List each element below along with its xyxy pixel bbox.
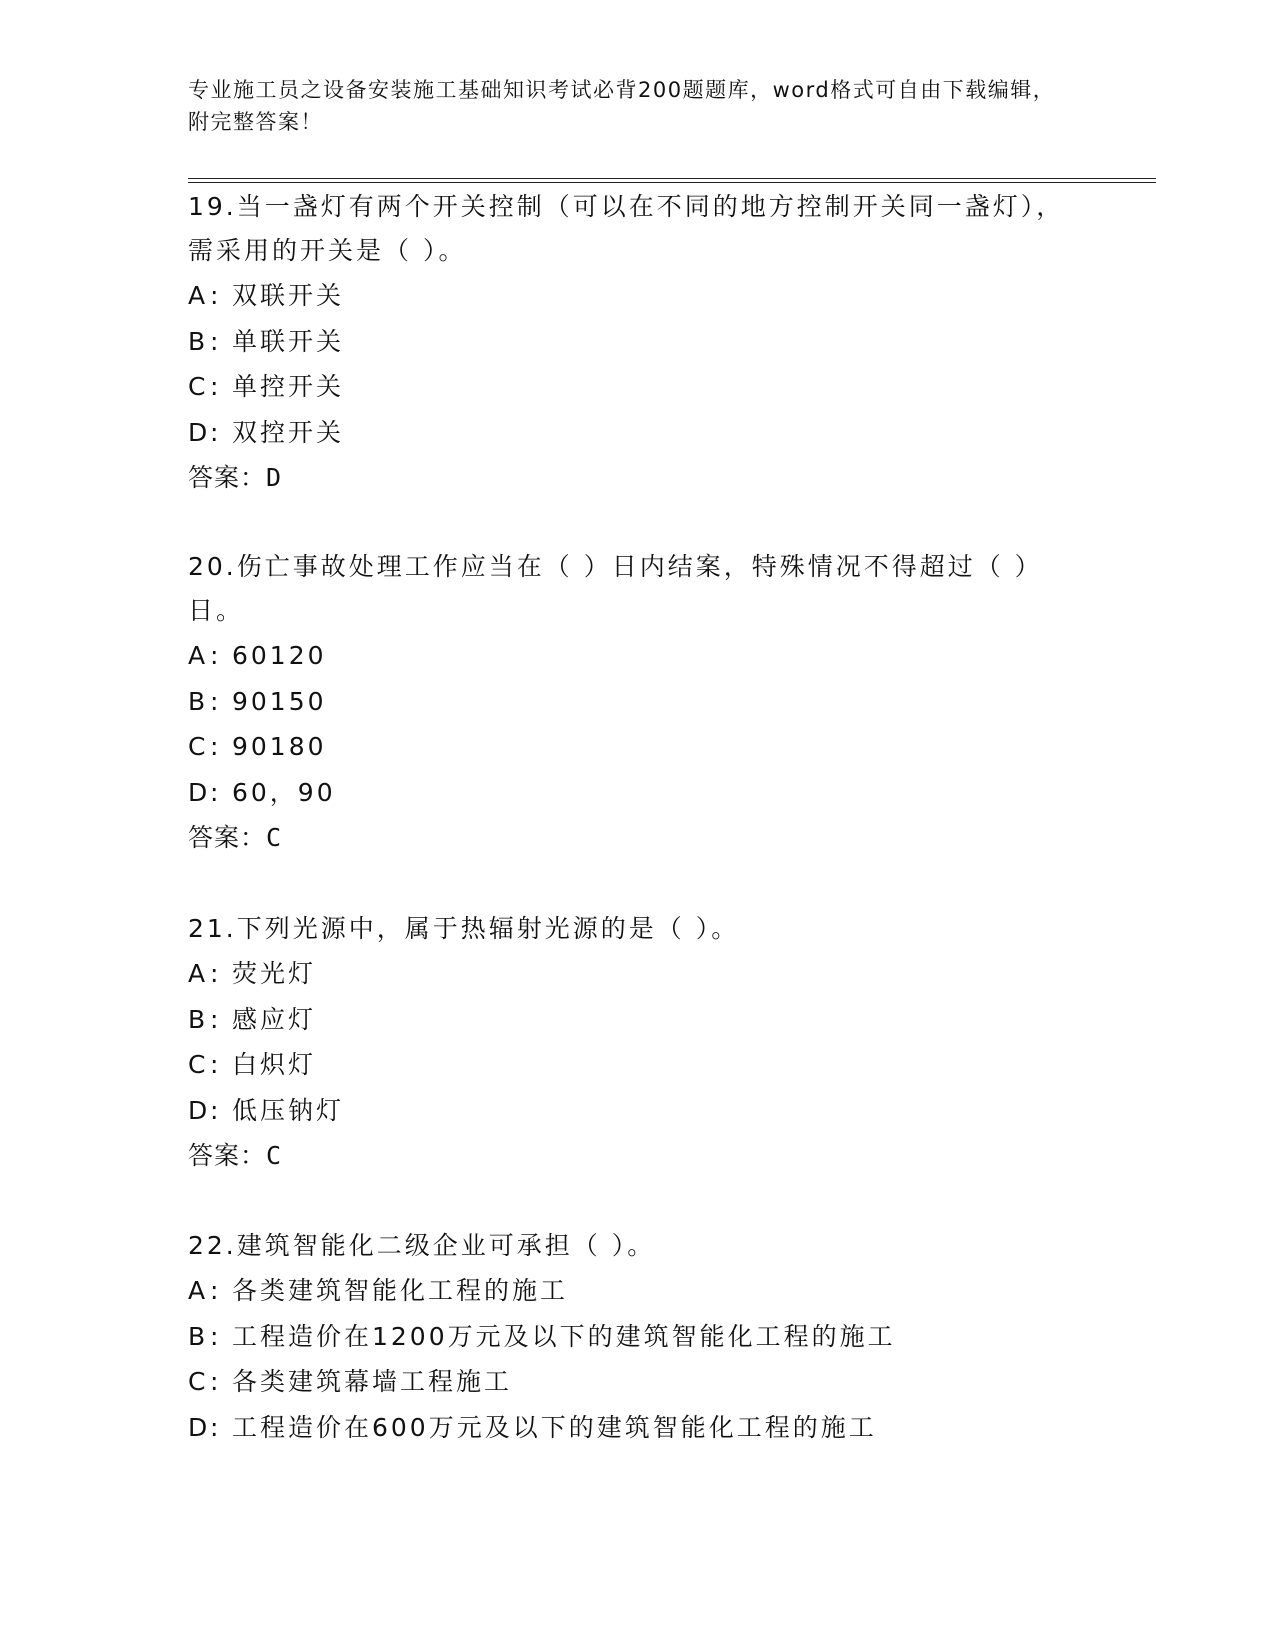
question-stem: 22.建筑智能化二级企业可承担（ ）。 (188, 1231, 656, 1260)
option-text: 双联开关 (232, 281, 345, 310)
option-key: D (188, 417, 211, 447)
option-text: 低压钠灯 (232, 1095, 345, 1125)
option-text: 双控开关 (232, 417, 345, 447)
option-text: 感应灯 (232, 1004, 317, 1034)
option-d (188, 410, 1068, 456)
option-separator: : (210, 1004, 222, 1034)
option-d (188, 770, 1068, 816)
option-text: 工程造价在1200万元及以下的建筑智能化工程的施工 (232, 1321, 896, 1351)
option-d (188, 1088, 1068, 1134)
option-text: 各类建筑幕墙工程施工 (232, 1367, 513, 1396)
option-separator: : (210, 777, 222, 807)
option-key: A (188, 641, 209, 670)
option-b (188, 1314, 1068, 1360)
option-key: B (188, 1321, 209, 1351)
option-a (188, 951, 1068, 997)
option-b (188, 319, 1068, 365)
option-text: 60，90 (232, 777, 336, 807)
option-text: 60120 (232, 641, 327, 670)
option-separator: : (210, 326, 222, 356)
answer-line: 答案：D (188, 463, 283, 492)
document-header: 专业施工员之设备安装施工基础知识考试必背200题题库，word格式可自由下载编辑，附完整答案！ (188, 78, 1056, 134)
option-key: A (188, 281, 209, 310)
option-c (188, 724, 1068, 770)
option-separator: : (210, 1321, 222, 1351)
option-text: 工程造价在600万元及以下的建筑智能化工程的施工 (232, 1412, 877, 1442)
option-c (188, 364, 1068, 410)
option-a (188, 633, 1068, 679)
option-key: B (188, 1004, 209, 1034)
option-b (188, 997, 1068, 1043)
question-19 (188, 185, 1068, 501)
option-separator: : (210, 417, 222, 447)
option-separator: : (210, 1095, 222, 1125)
option-c (188, 1042, 1068, 1088)
option-b (188, 679, 1068, 725)
question-20 (188, 545, 1068, 861)
option-key: C (188, 1367, 209, 1396)
option-text: 各类建筑智能化工程的施工 (232, 1276, 569, 1305)
answer-line: 答案：C (188, 823, 283, 852)
option-text: 90180 (232, 732, 327, 761)
option-separator: : (210, 1367, 222, 1396)
option-key: A (188, 1276, 209, 1305)
option-separator: : (210, 959, 222, 988)
option-key: B (188, 326, 209, 356)
header-divider (188, 178, 1156, 183)
option-separator: : (210, 686, 222, 716)
option-text: 白炽灯 (232, 1050, 317, 1079)
option-text: 荧光灯 (232, 959, 317, 988)
option-key: C (188, 372, 209, 401)
option-separator: : (210, 732, 222, 761)
option-key: C (188, 1050, 209, 1079)
option-separator: : (210, 281, 222, 310)
question-stem: 19.当一盏灯有两个开关控制（可以在不同的地方控制开关同一盏灯），需采用的开关是（ ）。 (188, 192, 1065, 265)
option-text: 单控开关 (232, 372, 345, 401)
question-21 (188, 907, 1068, 1179)
answer-line: 答案：C (188, 1141, 283, 1170)
option-separator: : (210, 1276, 222, 1305)
option-a (188, 273, 1068, 319)
option-text: 90150 (232, 686, 327, 716)
option-separator: : (210, 641, 222, 670)
option-key: A (188, 959, 209, 988)
option-key: D (188, 1412, 211, 1442)
question-stem: 21.下列光源中，属于热辐射光源的是（ ）。 (188, 914, 740, 943)
option-key: C (188, 732, 209, 761)
option-key: B (188, 686, 209, 716)
option-text: 单联开关 (232, 326, 345, 356)
option-separator: : (210, 1050, 222, 1079)
option-key: D (188, 777, 211, 807)
option-a (188, 1268, 1068, 1314)
option-c (188, 1359, 1068, 1405)
option-key: D (188, 1095, 211, 1125)
option-separator: : (210, 372, 222, 401)
option-d (188, 1405, 1068, 1451)
question-stem: 20.伤亡事故处理工作应当在（ ）日内结案，特殊情况不得超过（ ）日。 (188, 552, 1043, 625)
option-separator: : (210, 1412, 222, 1442)
question-22 (188, 1224, 1068, 1450)
